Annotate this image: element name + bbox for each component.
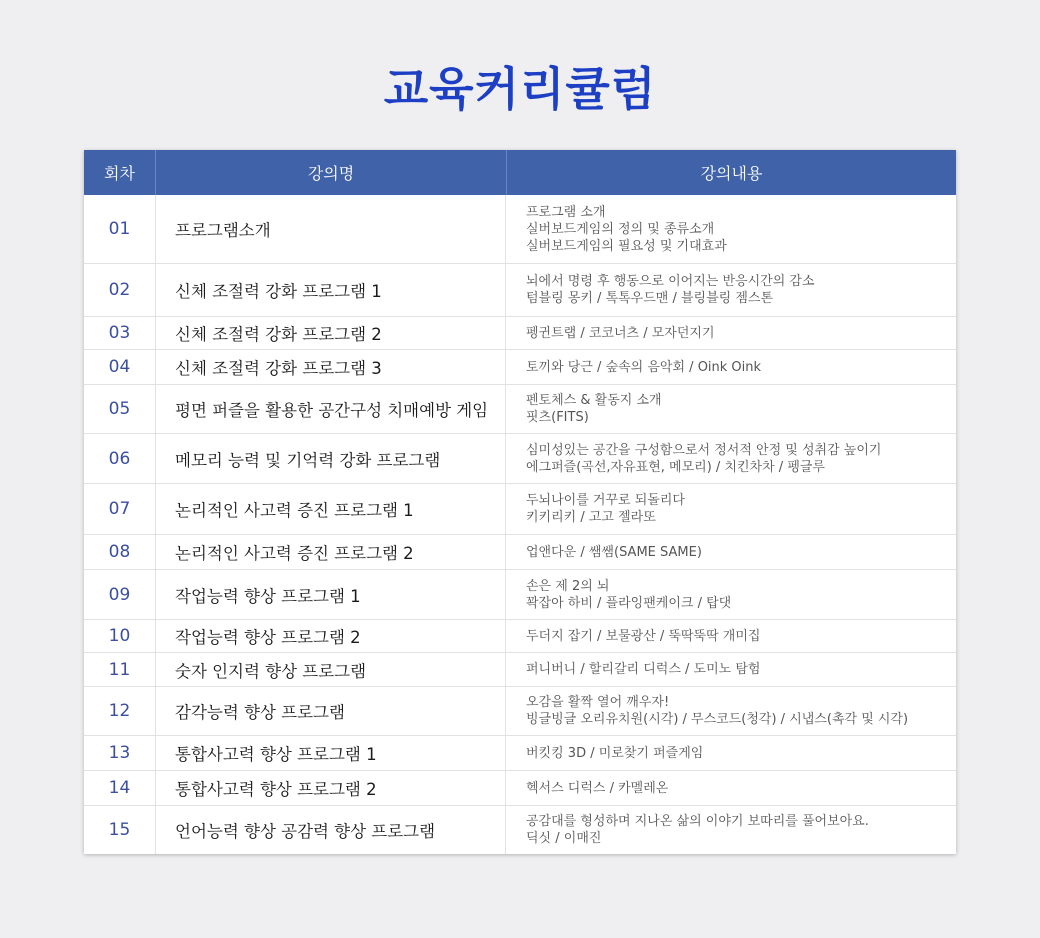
table-row [84,687,956,736]
session-number: 03 [84,317,156,349]
session-number: 15 [84,806,156,854]
table-row [84,350,956,385]
lecture-content [506,687,956,735]
session-number: 01 [84,195,156,263]
content-line: 실버보드게임의 정의 및 종류소개 [526,221,715,237]
table-row [84,653,956,687]
lecture-content [506,264,956,316]
content-line: 펭귄트랩 / 코코너츠 / 모자던지기 [526,325,715,341]
curriculum-table [84,150,956,854]
table-header [84,150,956,195]
lecture-name: 통합사고력 향상 프로그램 1 [156,736,506,770]
lecture-content [506,535,956,569]
lecture-content [506,434,956,483]
content-line: 딕싯 / 이매진 [526,831,602,846]
lecture-name: 메모리 능력 및 기억력 강화 프로그램 [156,434,506,483]
session-number: 02 [84,264,156,316]
table-row [84,535,956,570]
header-content: 강의내용 [700,164,763,183]
content-line: 프로그램 소개 [526,204,606,220]
session-number: 10 [84,620,156,652]
content-line: 공감대를 형성하며 지나온 삶의 이야기 보따리를 풀어보아요. [526,814,869,829]
table-row [84,264,956,317]
lecture-content [506,317,956,349]
lecture-name: 평면 퍼즐을 활용한 공간구성 치매예방 게임 [156,385,506,433]
table-row [84,736,956,771]
lecture-name: 논리적인 사고력 증진 프로그램 1 [156,484,506,534]
session-number: 12 [84,687,156,735]
lecture-name: 작업능력 향상 프로그램 1 [156,570,506,619]
table-row [84,195,956,264]
lecture-content [506,570,956,619]
content-line: 버킷킹 3D / 미로찾기 퍼즐게임 [526,745,704,761]
content-line: 핏츠(FITS) [526,410,589,425]
lecture-content [506,350,956,384]
content-line: 빙글빙글 오리유치원(시각) / 무스코드(청각) / 시냅스(촉각 및 시각) [526,712,909,727]
lecture-name: 논리적인 사고력 증진 프로그램 2 [156,535,506,569]
session-number: 06 [84,434,156,483]
content-line: 에그퍼즐(곡선,자유표현, 메모리) / 치킨차차 / 펭글루 [526,459,825,475]
content-line: 심미성있는 공간을 구성함으로서 정서적 안정 및 성취감 높이기 [526,442,882,458]
session-number: 13 [84,736,156,770]
page-title: 교육커리큘럼 [383,62,657,116]
lecture-content [506,736,956,770]
table-row [84,570,956,620]
content-line: 퍼니버니 / 할리갈리 디럭스 / 도미노 탐험 [526,662,761,677]
session-number: 05 [84,385,156,433]
content-line: 텀블링 몽키 / 톡톡우드맨 / 블링블링 젬스톤 [526,291,774,306]
content-line: 펜토체스 & 활동지 소개 [526,393,662,408]
table-row [84,620,956,653]
lecture-name: 프로그램소개 [156,195,506,263]
lecture-name: 신체 조절력 강화 프로그램 3 [156,350,506,384]
lecture-name: 언어능력 향상 공감력 향상 프로그램 [156,806,506,854]
session-number: 11 [84,653,156,686]
lecture-name: 통합사고력 향상 프로그램 2 [156,771,506,805]
lecture-content [506,806,956,854]
content-line: 두더지 잡기 / 보물광산 / 뚝딱뚝딱 개미집 [526,628,761,644]
content-line: 두뇌나이를 거꾸로 되돌리다 [526,493,685,508]
session-number: 04 [84,350,156,384]
lecture-content [506,620,956,652]
content-line: 키키리키 / 고고 젤라또 [526,510,656,525]
session-number: 08 [84,535,156,569]
header-name: 강의명 [156,150,507,195]
content-line: 오감을 활짝 열어 깨우자! [526,695,670,710]
lecture-content [506,195,956,263]
table-body [84,195,956,854]
table-row [84,317,956,350]
content-line: 헥서스 디럭스 / 카멜레온 [526,780,669,796]
content-line: 손은 제 2의 뇌 [526,578,610,594]
lecture-content [506,653,956,686]
content-line: 업앤다운 / 쌤쌤(SAME SAME) [526,544,702,560]
lecture-content [506,771,956,805]
lecture-content [506,385,956,433]
lecture-name: 감각능력 향상 프로그램 [156,687,506,735]
lecture-content [506,484,956,534]
lecture-name: 작업능력 향상 프로그램 2 [156,620,506,652]
table-row [84,484,956,535]
content-line: 실버보드게임의 필요성 및 기대효과 [526,238,727,254]
lecture-name: 신체 조절력 강화 프로그램 1 [156,264,506,316]
content-line: 꽉잡아 하비 / 플라잉팬케이크 / 탑댓 [526,595,732,611]
table-row [84,385,956,434]
session-number: 07 [84,484,156,534]
lecture-name: 신체 조절력 강화 프로그램 2 [156,317,506,349]
session-number: 14 [84,771,156,805]
content-line: 뇌에서 명령 후 행동으로 이어지는 반응시간의 감소 [526,274,815,289]
table-row [84,806,956,854]
header-no: 회차 [84,150,156,195]
lecture-name: 숫자 인지력 향상 프로그램 [156,653,506,686]
table-row [84,771,956,806]
table-row [84,434,956,484]
content-line: 토끼와 당근 / 숲속의 음악회 / Oink Oink [526,359,762,375]
session-number: 09 [84,570,156,619]
